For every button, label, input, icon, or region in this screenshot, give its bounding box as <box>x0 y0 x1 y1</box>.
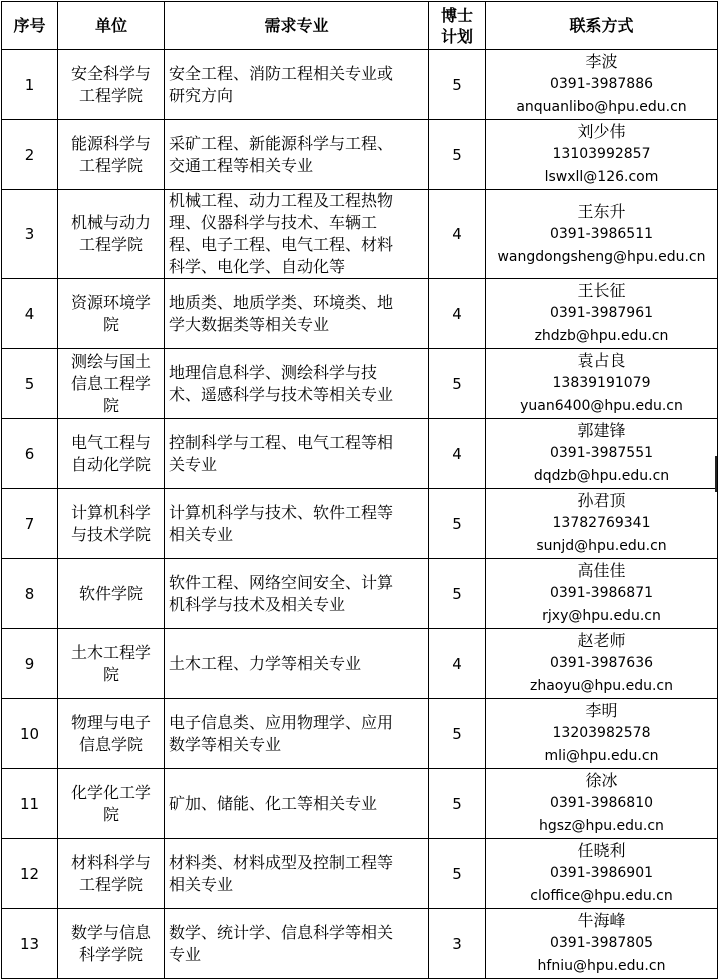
contact-cell <box>486 909 718 979</box>
table-row <box>2 190 718 279</box>
contact-email: hfniu@hpu.edu.cn <box>537 958 666 974</box>
table-row <box>2 559 718 629</box>
unit-cell <box>58 419 165 489</box>
plan-cell: 3 <box>429 909 486 979</box>
major-line: 相关专业 <box>169 524 234 544</box>
row-index: 7 <box>2 489 58 559</box>
contact-cell <box>486 279 718 349</box>
contact-phone: 0391-3987636 <box>549 655 654 671</box>
unit-line: 电气工程与 <box>70 432 151 452</box>
unit-line: 测绘与国土 <box>70 351 151 371</box>
row-index: 11 <box>2 769 58 839</box>
unit-line: 材料科学与 <box>70 852 151 872</box>
table-row <box>2 629 718 699</box>
contact-name: 李明 <box>585 701 618 720</box>
row-index: 9 <box>2 629 58 699</box>
unit-line: 化学化工学 <box>70 782 151 802</box>
scroll-indicator[interactable] <box>715 456 717 492</box>
unit-cell <box>58 769 165 839</box>
contact-phone: 0391-3986901 <box>549 865 654 881</box>
contact-name: 高佳佳 <box>577 561 626 580</box>
contact-phone: 13103992857 <box>552 146 651 162</box>
table-row <box>2 419 718 489</box>
contact-email: mli@hpu.edu.cn <box>544 748 659 764</box>
header-major: 需求专业 <box>165 2 429 50</box>
contact-cell <box>486 489 718 559</box>
contact-cell <box>486 629 718 699</box>
major-line: 数学、统计学、信息科学等相关 <box>169 922 394 942</box>
major-cell <box>165 839 429 909</box>
contact-email: wangdongsheng@hpu.edu.cn <box>497 248 706 265</box>
contact-name: 徐冰 <box>585 771 618 790</box>
contact-phone: 0391-3987961 <box>549 305 654 321</box>
unit-cell <box>58 699 165 769</box>
contact-phone: 0391-3986871 <box>549 585 654 601</box>
major-cell <box>165 629 429 699</box>
unit-line: 信息学院 <box>78 734 143 754</box>
unit-line: 院 <box>102 314 119 334</box>
major-line: 软件工程、网络空间安全、计算 <box>169 572 394 592</box>
unit-line: 工程学院 <box>78 155 143 175</box>
contact-cell <box>486 769 718 839</box>
major-line: 交通工程等相关专业 <box>169 155 314 175</box>
contact-cell <box>486 839 718 909</box>
table-row <box>2 839 718 909</box>
major-line: 地质类、地质学类、环境类、地 <box>169 292 394 312</box>
major-line: 专业 <box>169 944 202 964</box>
major-cell <box>165 489 429 559</box>
major-line: 科学、电化学、自动化等 <box>169 257 346 276</box>
major-line: 计算机科学与技术、软件工程等 <box>169 502 394 522</box>
unit-line: 工程学院 <box>78 85 143 105</box>
row-index: 4 <box>2 279 58 349</box>
contact-email: rjxy@hpu.edu.cn <box>542 608 661 624</box>
contact-name: 刘少伟 <box>577 122 626 141</box>
plan-cell: 4 <box>429 419 486 489</box>
contact-email: lswxll@126.com <box>544 169 659 185</box>
unit-cell <box>58 909 165 979</box>
table-row <box>2 50 718 120</box>
recruitment-table <box>1 1 718 979</box>
unit-cell <box>58 190 165 279</box>
unit-line: 计算机科学 <box>70 502 151 522</box>
contact-name: 赵老师 <box>577 631 626 650</box>
contact-phone: 0391-3986810 <box>549 795 654 811</box>
contact-cell <box>486 349 718 419</box>
unit-line: 数学与信息 <box>70 922 151 942</box>
major-line: 机科学与技术及相关专业 <box>169 594 346 614</box>
major-line: 相关专业 <box>169 874 234 894</box>
contact-email: anquanlibo@hpu.edu.cn <box>516 99 687 115</box>
plan-cell: 5 <box>429 699 486 769</box>
contact-name: 任晓利 <box>577 841 626 860</box>
unit-line: 科学学院 <box>78 944 143 964</box>
unit-line: 物理与电子 <box>70 712 151 732</box>
unit-cell <box>58 489 165 559</box>
major-line: 数学等相关专业 <box>169 734 282 754</box>
major-line: 学大数据类等相关专业 <box>169 314 330 334</box>
unit-cell <box>58 349 165 419</box>
row-index: 1 <box>2 50 58 120</box>
header-plan-line2: 计划 <box>440 26 473 46</box>
contact-phone: 0391-3987551 <box>549 445 654 461</box>
major-cell <box>165 120 429 190</box>
major-cell <box>165 419 429 489</box>
unit-line: 土木工程学 <box>70 642 151 662</box>
unit-cell <box>58 50 165 120</box>
header-plan <box>429 2 486 50</box>
major-cell <box>165 909 429 979</box>
contact-phone: 13839191079 <box>552 375 651 391</box>
row-index: 8 <box>2 559 58 629</box>
contact-cell <box>486 419 718 489</box>
contact-email: sunjd@hpu.edu.cn <box>536 538 667 554</box>
row-index: 12 <box>2 839 58 909</box>
contact-name: 李波 <box>585 52 618 71</box>
header-row <box>2 2 718 50</box>
major-cell <box>165 699 429 769</box>
plan-cell: 5 <box>429 50 486 120</box>
plan-cell: 5 <box>429 839 486 909</box>
contact-email: zhdzb@hpu.edu.cn <box>534 328 669 344</box>
major-line: 土木工程、力学等相关专业 <box>169 653 362 673</box>
plan-cell: 5 <box>429 769 486 839</box>
unit-cell <box>58 839 165 909</box>
row-index: 5 <box>2 349 58 419</box>
unit-line: 机械与动力 <box>70 213 151 232</box>
major-line: 术、遥感科学与技术等相关专业 <box>169 384 394 404</box>
table-row <box>2 279 718 349</box>
table-body <box>2 50 718 979</box>
contact-name: 王长征 <box>577 281 626 300</box>
major-cell <box>165 559 429 629</box>
plan-cell: 5 <box>429 349 486 419</box>
plan-cell: 5 <box>429 559 486 629</box>
unit-cell <box>58 629 165 699</box>
contact-email: zhaoyu@hpu.edu.cn <box>529 678 673 694</box>
plan-cell: 4 <box>429 279 486 349</box>
contact-phone: 0391-3986511 <box>549 225 654 242</box>
contact-name: 郭建锋 <box>577 421 626 440</box>
contact-name: 袁占良 <box>577 351 626 370</box>
plan-cell: 5 <box>429 489 486 559</box>
contact-email: yuan6400@hpu.edu.cn <box>520 398 683 414</box>
major-line: 机械工程、动力工程及工程热物 <box>169 191 394 210</box>
contact-phone: 13782769341 <box>552 515 651 531</box>
header-index: 序号 <box>2 2 58 50</box>
major-cell <box>165 769 429 839</box>
contact-email: hgsz@hpu.edu.cn <box>539 818 664 834</box>
table-row <box>2 699 718 769</box>
unit-line: 工程学院 <box>78 874 143 894</box>
contact-email: cloffice@hpu.edu.cn <box>530 888 673 904</box>
unit-line: 院 <box>102 804 119 824</box>
unit-line: 自动化学院 <box>70 454 151 474</box>
contact-phone: 0391-3987805 <box>549 935 654 951</box>
contact-cell <box>486 190 718 279</box>
unit-line: 安全科学与 <box>70 63 151 83</box>
plan-cell: 5 <box>429 120 486 190</box>
row-index: 6 <box>2 419 58 489</box>
major-line: 采矿工程、新能源科学与工程、 <box>169 133 394 153</box>
unit-line: 工程学院 <box>78 235 143 254</box>
header-plan-line1: 博士 <box>440 5 473 25</box>
major-line: 矿加、储能、化工等相关专业 <box>169 793 378 813</box>
unit-line: 院 <box>102 664 119 684</box>
major-line: 材料类、材料成型及控制工程等 <box>169 852 394 872</box>
contact-cell <box>486 50 718 120</box>
unit-line: 能源科学与 <box>70 133 151 153</box>
table-header <box>2 2 718 50</box>
table-row <box>2 489 718 559</box>
contact-email: dqdzb@hpu.edu.cn <box>533 468 670 484</box>
row-index: 2 <box>2 120 58 190</box>
major-line: 关专业 <box>169 454 218 474</box>
major-cell <box>165 50 429 120</box>
header-unit: 单位 <box>58 2 165 50</box>
major-line: 地理信息科学、测绘科学与技 <box>169 362 378 382</box>
contact-phone: 0391-3987886 <box>549 76 654 92</box>
unit-line: 软件学院 <box>78 583 143 603</box>
row-index: 13 <box>2 909 58 979</box>
major-cell <box>165 279 429 349</box>
major-cell <box>165 190 429 279</box>
table-row <box>2 349 718 419</box>
unit-line: 资源环境学 <box>70 292 151 312</box>
major-line: 安全工程、消防工程相关专业或 <box>169 63 394 83</box>
unit-cell <box>58 120 165 190</box>
contact-phone: 13203982578 <box>552 725 651 741</box>
unit-cell <box>58 279 165 349</box>
major-line: 研究方向 <box>169 85 234 105</box>
major-line: 理、仪器科学与技术、车辆工 <box>169 213 378 232</box>
header-contact: 联系方式 <box>486 2 718 50</box>
major-line: 控制科学与工程、电气工程等相 <box>169 432 394 452</box>
major-line: 电子信息类、应用物理学、应用 <box>169 712 394 732</box>
contact-cell <box>486 699 718 769</box>
unit-cell <box>58 559 165 629</box>
unit-line: 与技术学院 <box>70 524 151 544</box>
table-row <box>2 120 718 190</box>
unit-line: 信息工程学 <box>70 373 151 393</box>
contact-name: 孙君顶 <box>577 491 626 510</box>
row-index: 3 <box>2 190 58 279</box>
row-index: 10 <box>2 699 58 769</box>
table-row <box>2 909 718 979</box>
major-cell <box>165 349 429 419</box>
contact-name: 牛海峰 <box>577 911 626 930</box>
table-row <box>2 769 718 839</box>
major-line: 程、电子工程、电气工程、材料 <box>169 235 394 254</box>
contact-cell <box>486 120 718 190</box>
contact-name: 王东升 <box>577 201 626 221</box>
contact-cell <box>486 559 718 629</box>
plan-cell: 4 <box>429 190 486 279</box>
plan-cell: 4 <box>429 629 486 699</box>
unit-line: 院 <box>102 395 119 415</box>
